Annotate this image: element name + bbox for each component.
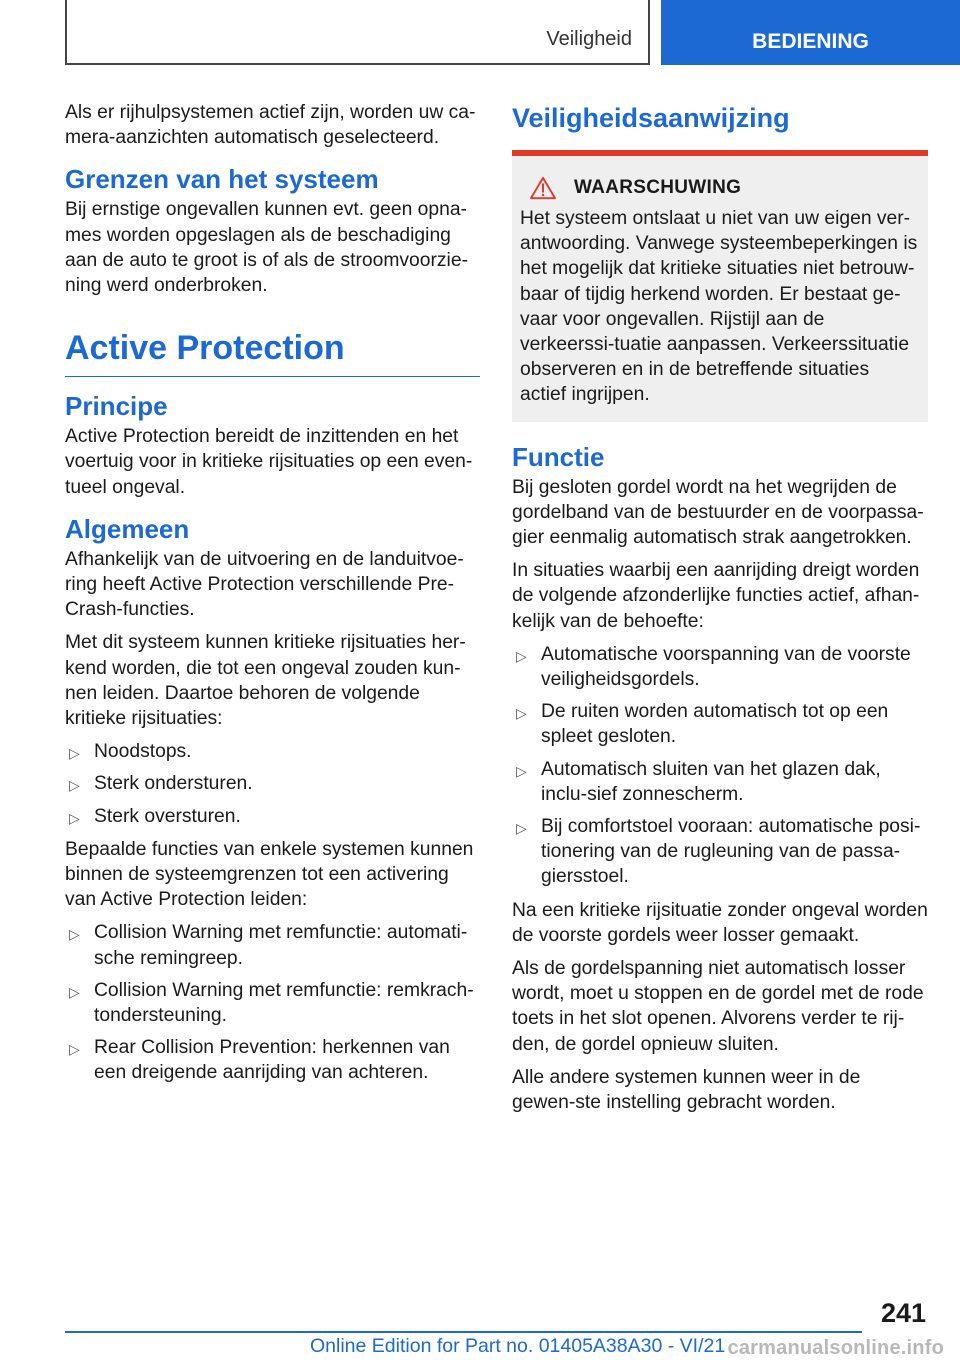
algemeen-heading: Algemeen [65, 513, 190, 544]
algemeen-paragraph-3: Bepaalde functies van enkele systemen kunnen binnen de systeemgrenzen tot een activering van Active Protection leiden: [65, 838, 474, 911]
triangle-bullet-icon: ▷ [69, 926, 80, 943]
list-item: ▷ Collision Warning met remfunctie: remkrach-tondersteuning. [69, 979, 474, 1027]
grenzen-heading: Grenzen van het systeem [65, 164, 379, 195]
chapter-label: BEDIENING [752, 30, 869, 53]
functie-paragraph-4: Als de gordelspanning niet automatisch losser wordt, moet u stoppen en de gordel met de rode toets in het slot openen. Alvorens verder te rij-den, de gordel opnieuw sluiten. [512, 958, 924, 1055]
critical-situations-list [65, 739, 480, 829]
triangle-bullet-icon: ▷ [516, 820, 527, 837]
warning-box [512, 150, 928, 422]
list-item: ▷ Sterk oversturen. [65, 804, 480, 829]
left-column [65, 100, 480, 1094]
edition-text: Online Edition for Part no. 01405A38A30 - VI/21 [310, 1335, 726, 1357]
safety-heading: Veiligheidsaanwijzing [512, 103, 790, 133]
warning-triangle-icon [528, 176, 558, 200]
footer-divider [65, 1331, 862, 1333]
triangle-bullet-icon: ▷ [516, 705, 527, 722]
triangle-bullet-icon: ▷ [69, 809, 80, 826]
warning-paragraph: Het systeem ontslaat u niet van uw eigen ver-antwoording. Vanwege systeembeperkingen is het mogelijk dat kritieke situaties niet betrouw-baar of tijdig herkend worden. Er bestaat ge-vaar voor ongevallen. Rijstijl aan de verkeerssi-tuatie aanpassen. Verkeerssituatie observeren en in de betreffende situaties actief ingrijpen. [520, 208, 918, 406]
principe-heading: Principe [65, 391, 168, 422]
header-box [65, 0, 650, 65]
grenzen-paragraph: Bij ernstige ongevallen kunnen evt. geen opna-mes worden opgeslagen als de beschadiging aan de auto te groot is of als de stroomvoorzie-ning werd onderbroken. [65, 199, 468, 297]
triangle-bullet-icon: ▷ [69, 1041, 80, 1058]
warning-header [520, 176, 920, 200]
triangle-bullet-icon: ▷ [516, 762, 527, 779]
functie-paragraph-3: Na een kritieke rijsituatie zonder ongeval worden de voorste gordels weer losser gemaakt. [512, 899, 928, 946]
list-item: ▷ Noodstops. [65, 739, 480, 764]
functie-heading: Functie [512, 441, 605, 472]
list-item: ▷ Automatisch sluiten van het glazen dak, inclu-sief zonnescherm. [516, 758, 881, 805]
active-protection-heading: Active Protection [65, 328, 480, 377]
header-section-title: Veiligheid [546, 28, 632, 50]
header-chapter-tab [661, 0, 960, 65]
warning-label: WAARSCHUWING [574, 177, 742, 198]
page-number: 241 [880, 1298, 926, 1328]
triangle-bullet-icon: ▷ [516, 647, 527, 664]
list-item: ▷ De ruiten worden automatisch tot op een spleet gesloten. [516, 701, 889, 748]
list-item: ▷ Sterk ondersturen. [65, 771, 480, 796]
algemeen-paragraph-1: Afhankelijk van de uitvoering en de landuitvoe-ring heeft Active Protection verschillende Pre-Crash-functies. [65, 548, 464, 621]
principe-paragraph: Active Protection bereidt de inzittenden en het voertuig voor in kritieke rijsituaties op een even-tueel ongeval. [65, 426, 473, 498]
triangle-bullet-icon: ▷ [69, 777, 80, 794]
list-item: ▷ Rear Collision Prevention: herkennen van een dreigende aanrijding van achteren. [69, 1037, 450, 1084]
triangle-bullet-icon: ▷ [69, 983, 80, 1000]
functie-paragraph-1: Bij gesloten gordel wordt na het wegrijden de gordelband van de bestuurder en de voorpassa-gier eenmalig automatisch strak aangetrokken. [512, 476, 924, 549]
algemeen-paragraph-2: Met dit systeem kunnen kritieke rijsituaties her-kend worden, die tot een ongeval zouden kun-nen leiden. Daartoe behoren de volgende kritieke rijsituaties: [65, 632, 466, 730]
list-item: ▷ Bij comfortstoel vooraan: automatische posi-tionering van de rugleuning van de passa-giersstoel. [516, 816, 921, 888]
triangle-bullet-icon: ▷ [69, 745, 80, 762]
intro-paragraph: Als er rijhulpsystemen actief zijn, worden uw ca-mera-aanzichten automatisch geselecteerd. [65, 102, 476, 149]
watermark: carmanualsonline.info [727, 1337, 944, 1359]
right-column [512, 100, 928, 1123]
functions-list [512, 642, 928, 890]
activation-systems-list [65, 920, 480, 1085]
functie-paragraph-5: Alle andere systemen kunnen weer in de gewen-ste instelling gebracht worden. [512, 1066, 861, 1114]
functie-paragraph-2: In situaties waarbij een aanrijding dreigt worden de volgende afzonderlijke functies actief, afhan-kelijk van de behoefte: [512, 560, 920, 632]
list-item: ▷ Automatische voorspanning van de voorste veiligheidsgordels. [516, 643, 911, 691]
list-item: ▷ Collision Warning met remfunctie: automati-sche remingreep. [69, 922, 468, 969]
